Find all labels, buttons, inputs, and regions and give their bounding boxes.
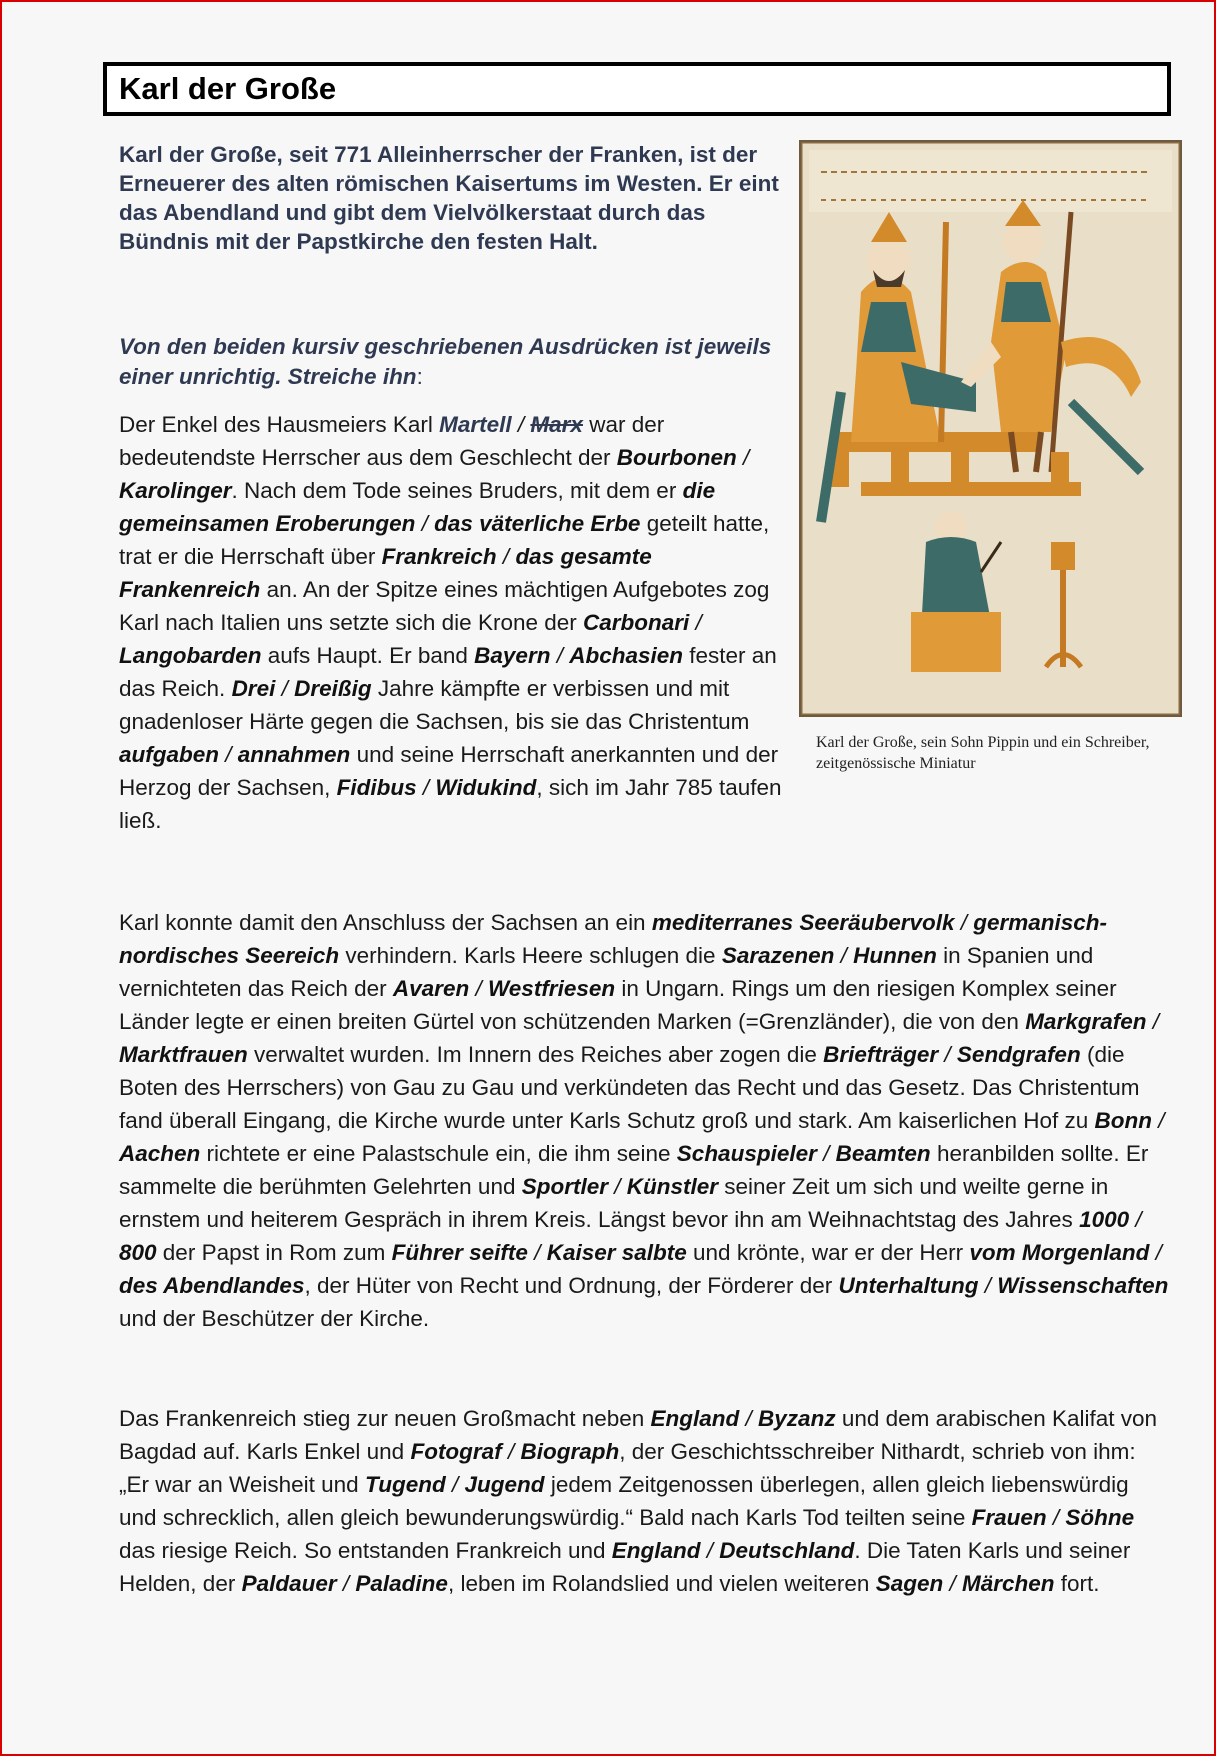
- option[interactable]: germanisch-nordisches Seereich: [119, 910, 1108, 968]
- option[interactable]: das väterliche Erbe: [434, 511, 641, 536]
- text-run: das riesige Reich. So entstanden Frankreich und: [119, 1538, 612, 1563]
- option[interactable]: England: [611, 1538, 701, 1563]
- text-run: jedem Zeitgenossen überlegen, allen gleich liebenswürdig und schrecklich, allen gleich bewunderungswürdig.“ Bald nach Karls Tod teilten seine: [119, 1472, 1129, 1530]
- text-run: heranbilden sollte. Er sammelte die berühmten Gelehrten und: [119, 1141, 1149, 1199]
- option-separator: /: [1151, 1108, 1165, 1133]
- option[interactable]: Briefträger: [823, 1042, 939, 1067]
- title-box: [103, 62, 1171, 116]
- text-run: seiner Zeit um sich und weilte gerne in ernstem und heiterem Gespräch in ihrem Kreis. Längst bevor ihn am Weihnachtstag des Jahres: [119, 1174, 1109, 1232]
- miniature-picture: [801, 142, 1180, 715]
- option-separator: /: [689, 610, 702, 635]
- option-separator: /: [501, 1439, 521, 1464]
- option[interactable]: Bonn: [1094, 1108, 1152, 1133]
- option[interactable]: Sagen: [875, 1571, 944, 1596]
- text-run: und krönte, war er der Herr: [686, 1240, 970, 1265]
- option[interactable]: Dreißig: [294, 676, 372, 701]
- text-run: Karl konnte damit den Anschluss der Sachsen an ein: [119, 910, 652, 935]
- text-run: an. An der Spitze eines mächtigen Aufgebotes zog Karl nach Italien uns setzte sich die Krone der: [119, 577, 770, 635]
- option[interactable]: Tugend: [364, 1472, 446, 1497]
- option[interactable]: vom Morgenland: [969, 1240, 1150, 1265]
- text-run: fester an das Reich.: [119, 643, 777, 701]
- option-separator: /: [978, 1273, 998, 1298]
- miniature-illustration: [799, 140, 1182, 717]
- option-separator: /: [275, 676, 295, 701]
- text-run: verhindern. Karls Heere schlugen die: [339, 943, 722, 968]
- text-run: und dem arabischen Kalifat von Bagdad auf. Karls Enkel und: [119, 1406, 1158, 1464]
- text-run: . Die Taten Karls und seiner Helden, der: [119, 1538, 1131, 1596]
- option[interactable]: Söhne: [1065, 1505, 1135, 1530]
- option-separator: /: [943, 1571, 962, 1596]
- option-separator: /: [469, 976, 488, 1001]
- option[interactable]: England: [650, 1406, 740, 1431]
- option[interactable]: die gemeinsamen Eroberungen: [119, 478, 716, 536]
- option[interactable]: Künstler: [626, 1174, 719, 1199]
- option-separator: /: [608, 1174, 627, 1199]
- option-separator: /: [834, 943, 854, 968]
- option[interactable]: Fidibus: [336, 775, 417, 800]
- option[interactable]: Sarazenen: [721, 943, 835, 968]
- instruction-colon: :: [416, 364, 423, 389]
- option[interactable]: Aachen: [119, 1141, 201, 1166]
- text-run: war der bedeutendste Herrscher aus dem Geschlecht der: [119, 412, 665, 470]
- option-separator: /: [1129, 1207, 1142, 1232]
- option[interactable]: Fotograf: [410, 1439, 502, 1464]
- option-separator: /: [1149, 1240, 1162, 1265]
- text-run: , sich im Jahr 785 taufen ließ.: [119, 775, 782, 833]
- option[interactable]: Marktfrauen: [119, 1042, 248, 1067]
- option[interactable]: Kaiser salbte: [546, 1240, 687, 1265]
- option-separator: /: [954, 910, 974, 935]
- option-separator: /: [496, 544, 516, 569]
- text-run: in Spanien und vernichteten das Reich der: [119, 943, 1094, 1001]
- text-run: , der Hüter von Recht und Ordnung, der Förderer der: [304, 1273, 839, 1298]
- option[interactable]: Widukind: [435, 775, 537, 800]
- option-separator: /: [415, 511, 435, 536]
- text-run: (die Boten des Herrschers) von Gau zu Gau und verkündeten das Recht und das Gesetz. Das Christentum fand überall Eingang, die Kirche wurde unter Karls Schutz groß und stark. Am kaiserlichen Hof zu: [119, 1042, 1140, 1133]
- option[interactable]: Sendgrafen: [956, 1042, 1081, 1067]
- instruction-main: Von den beiden kursiv geschriebenen Ausdrücken ist jeweils einer unrichtig. Streiche ihn: [119, 334, 772, 389]
- option[interactable]: Markgrafen: [1025, 1009, 1147, 1034]
- option[interactable]: Bourbonen: [616, 445, 737, 470]
- option[interactable]: annahmen: [237, 742, 351, 767]
- option[interactable]: Sportler: [521, 1174, 608, 1199]
- option-separator: /: [938, 1042, 957, 1067]
- option-separator: /: [336, 1571, 356, 1596]
- option-separator: /: [527, 1240, 547, 1265]
- page-title: Karl der Große: [119, 71, 337, 106]
- option[interactable]: Biograph: [520, 1439, 620, 1464]
- text-run: , leben im Rolandslied und vielen weiteren: [447, 1571, 876, 1596]
- text-run: aufs Haupt. Er band: [261, 643, 475, 668]
- option[interactable]: Carbonari: [583, 610, 690, 635]
- option[interactable]: des Abendlandes: [119, 1273, 305, 1298]
- text-run: in Ungarn. Rings um den riesigen Komplex seiner Länder legte er einen breiten Gürtel von schützenden Marken (=Grenzländer), die von den: [119, 976, 1117, 1034]
- option-separator: /: [511, 412, 531, 437]
- option[interactable]: das gesamte Frankenreich: [119, 544, 652, 602]
- intro-text: Karl der Große, seit 771 Alleinherrscher der Franken, ist der Erneuerer des alten römischen Kaisertums im Westen. Er eint das Abendland und gibt dem Vielvölkerstaat durch das Bündnis mit der Papstkirche den festen Halt.: [119, 142, 779, 254]
- text-run: fort.: [1054, 1571, 1100, 1596]
- text-run: und der Beschützer der Kirche.: [119, 1306, 430, 1331]
- text-run: und seine Herrschaft anerkannten und der Herzog der Sachsen,: [119, 742, 779, 800]
- text-run: , der Geschichtsschreiber Nithardt, schrieb von ihm: „Er war an Weisheit und: [119, 1439, 1136, 1497]
- text-run: der Papst in Rom zum: [156, 1240, 392, 1265]
- option[interactable]: Frankreich: [381, 544, 497, 569]
- option[interactable]: Paladine: [355, 1571, 448, 1596]
- option-separator: /: [550, 643, 570, 668]
- option[interactable]: Frauen: [971, 1505, 1047, 1530]
- instruction-text: [119, 332, 779, 392]
- option[interactable]: Abchasien: [569, 643, 684, 668]
- option[interactable]: 1000: [1079, 1207, 1130, 1232]
- text-run: geteilt hatte, trat er die Herrschaft über: [119, 511, 770, 569]
- option-separator: /: [736, 445, 750, 470]
- option[interactable]: 800: [119, 1240, 157, 1265]
- text-run: verwaltet wurden. Im Innern des Reiches aber zogen die: [247, 1042, 824, 1067]
- option[interactable]: Märchen: [962, 1571, 1055, 1596]
- paragraph-1: [119, 408, 799, 837]
- text-run: Das Frankenreich stieg zur neuen Großmacht neben: [119, 1406, 651, 1431]
- illustration-caption: Karl der Große, sein Sohn Pippin und ein Schreiber, zeitgenössische Miniatur: [816, 734, 1150, 772]
- option[interactable]: Bayern: [474, 643, 551, 668]
- option[interactable]: Langobarden: [119, 643, 262, 668]
- option-separator: /: [219, 742, 238, 767]
- option[interactable]: Schauspieler: [676, 1141, 817, 1166]
- option-separator: /: [416, 775, 436, 800]
- option-separator: /: [1146, 1009, 1159, 1034]
- option-separator: /: [739, 1406, 759, 1431]
- text-run: richtete er eine Palastschule ein, die ihm seine: [200, 1141, 677, 1166]
- option[interactable]: Avaren: [392, 976, 470, 1001]
- text-run: . Nach dem Tode seines Bruders, mit dem er: [231, 478, 683, 503]
- option-struck[interactable]: Marx: [530, 412, 583, 437]
- option[interactable]: Byzanz: [758, 1406, 836, 1431]
- option[interactable]: mediterranes Seeräubervolk: [651, 910, 955, 935]
- option-separator: /: [445, 1472, 465, 1497]
- option[interactable]: Martell: [439, 412, 512, 437]
- paragraph-2: [119, 906, 1169, 1335]
- text-run: Der Enkel des Hausmeiers Karl: [119, 412, 440, 437]
- option[interactable]: Karolinger: [119, 478, 232, 503]
- text-run: Jahre kämpfte er verbissen und mit gnadenloser Härte gegen die Sachsen, bis sie das Christentum: [119, 676, 750, 734]
- option[interactable]: Wissenschaften: [997, 1273, 1169, 1298]
- option[interactable]: Jugend: [464, 1472, 545, 1497]
- option[interactable]: Westfriesen: [487, 976, 616, 1001]
- option[interactable]: Paldauer: [241, 1571, 337, 1596]
- option-separator: /: [816, 1141, 836, 1166]
- paragraph-3: [119, 1402, 1169, 1600]
- option[interactable]: Führer seifte: [391, 1240, 528, 1265]
- option-separator: /: [700, 1538, 720, 1563]
- option[interactable]: aufgaben: [119, 742, 220, 767]
- option-separator: /: [1046, 1505, 1066, 1530]
- option[interactable]: Drei: [231, 676, 276, 701]
- option[interactable]: Hunnen: [853, 943, 937, 968]
- option[interactable]: Unterhaltung: [838, 1273, 979, 1298]
- option[interactable]: Beamten: [835, 1141, 931, 1166]
- option[interactable]: Deutschland: [719, 1538, 855, 1563]
